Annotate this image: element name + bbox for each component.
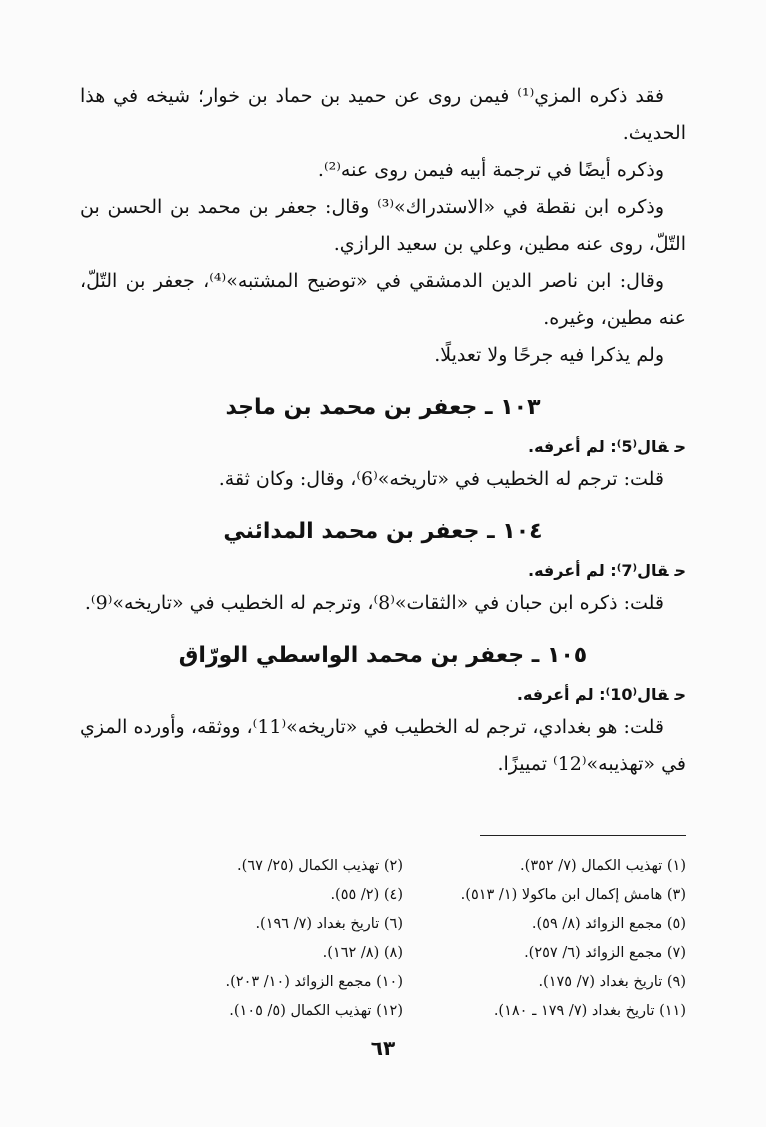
paragraph-1: فقد ذكره المزي⁽¹⁾ فيمن روى عن حميد بن حماد بن خوار؛ شيخه في هذا الحديث. [80,85,686,144]
entry-text-105: قلت: هو بغدادي، ترجم له الخطيب في «تاريخه»⁽11⁾، ووثقه، وأورده المزي في «تهذيبه»⁽12⁾ تمييزًا. [80,716,686,775]
footnote-12: (١٢) تهذيب الكمال (٥/ ١٠٥). [229,1003,403,1019]
footnote-3: (٣) هامش إكمال ابن ماكولا (١/ ٥١٣). [460,887,686,903]
page-body [80,78,686,783]
paragraph-2: وذكره أيضًا في ترجمة أبيه فيمن روى عنه⁽²⁾. [317,159,664,181]
entry-qal-103 [80,433,686,461]
paragraph-4: وقال: ابن ناصر الدين الدمشقي في «توضيح المشتبه»⁽⁴⁾، جعفر بن التّلّ، عنه مطين، وغيره. [80,270,686,329]
footnote-8: (٨) (٨/ ١٦٢). [322,945,403,961]
qal-text: قال⁽7⁾: لم أعرفه. [527,561,669,580]
entry-qal-104 [80,557,686,585]
footnote-6: (٦) تاريخ بغداد (٧/ ١٩٦). [255,916,403,932]
footnote-2: (٢) تهذيب الكمال (٢٥/ ٦٧). [237,858,403,874]
page-number: ٦٣ [370,1036,396,1060]
qal-text: قال⁽10⁾: لم أعرفه. [516,685,669,704]
entry-heading-105: ١٠٥ ـ جعفر بن محمد الواسطي الورّاق [178,643,588,668]
qal-text: قال⁽5⁾: لم أعرفه. [527,437,669,456]
paragraph-5: ولم يذكرا فيه جرحًا ولا تعديلًا. [434,344,664,366]
entry-qal-105 [80,681,686,709]
entry-text-104: قلت: ذكره ابن حبان في «الثقات»⁽8⁾، وترجم له الخطيب في «تاريخه»⁽9⁾. [84,592,664,614]
entry-text-103: قلت: ترجم له الخطيب في «تاريخه»⁽6⁾، وقال: وكان ثقة. [218,468,664,490]
footnote-5: (٥) مجمع الزوائد (٨/ ٥٩). [531,916,686,932]
entry-marker-icon: ح [674,561,686,580]
entry-heading-103: ١٠٣ ـ جعفر بن محمد بن ماجد [225,395,541,420]
footnote-7: (٧) مجمع الزوائد (٦/ ٢٥٧). [524,945,686,961]
footnote-10: (١٠) مجمع الزوائد (١٠/ ٢٠٣). [225,974,403,990]
footnote-4: (٤) (٢/ ٥٥). [330,887,403,903]
footnote-11: (١١) تاريخ بغداد (٧/ ١٧٩ ـ ١٨٠). [493,1003,686,1019]
entry-marker-icon: ح [674,437,686,456]
footnote-9: (٩) تاريخ بغداد (٧/ ١٧٥). [538,974,686,990]
footnote-divider [480,835,686,836]
footnote-1: (١) تهذيب الكمال (٧/ ٣٥٢). [520,858,686,874]
entry-heading-104: ١٠٤ ـ جعفر بن محمد المدائني [223,519,543,544]
entry-marker-icon: ح [674,685,686,704]
footnotes [120,852,686,1026]
paragraph-3: وذكره ابن نقطة في «الاستدراك»⁽³⁾ وقال: جعفر بن محمد بن الحسن بن التّلّ، روى عنه مطين، وعلي بن سعيد الرازي. [80,196,686,255]
